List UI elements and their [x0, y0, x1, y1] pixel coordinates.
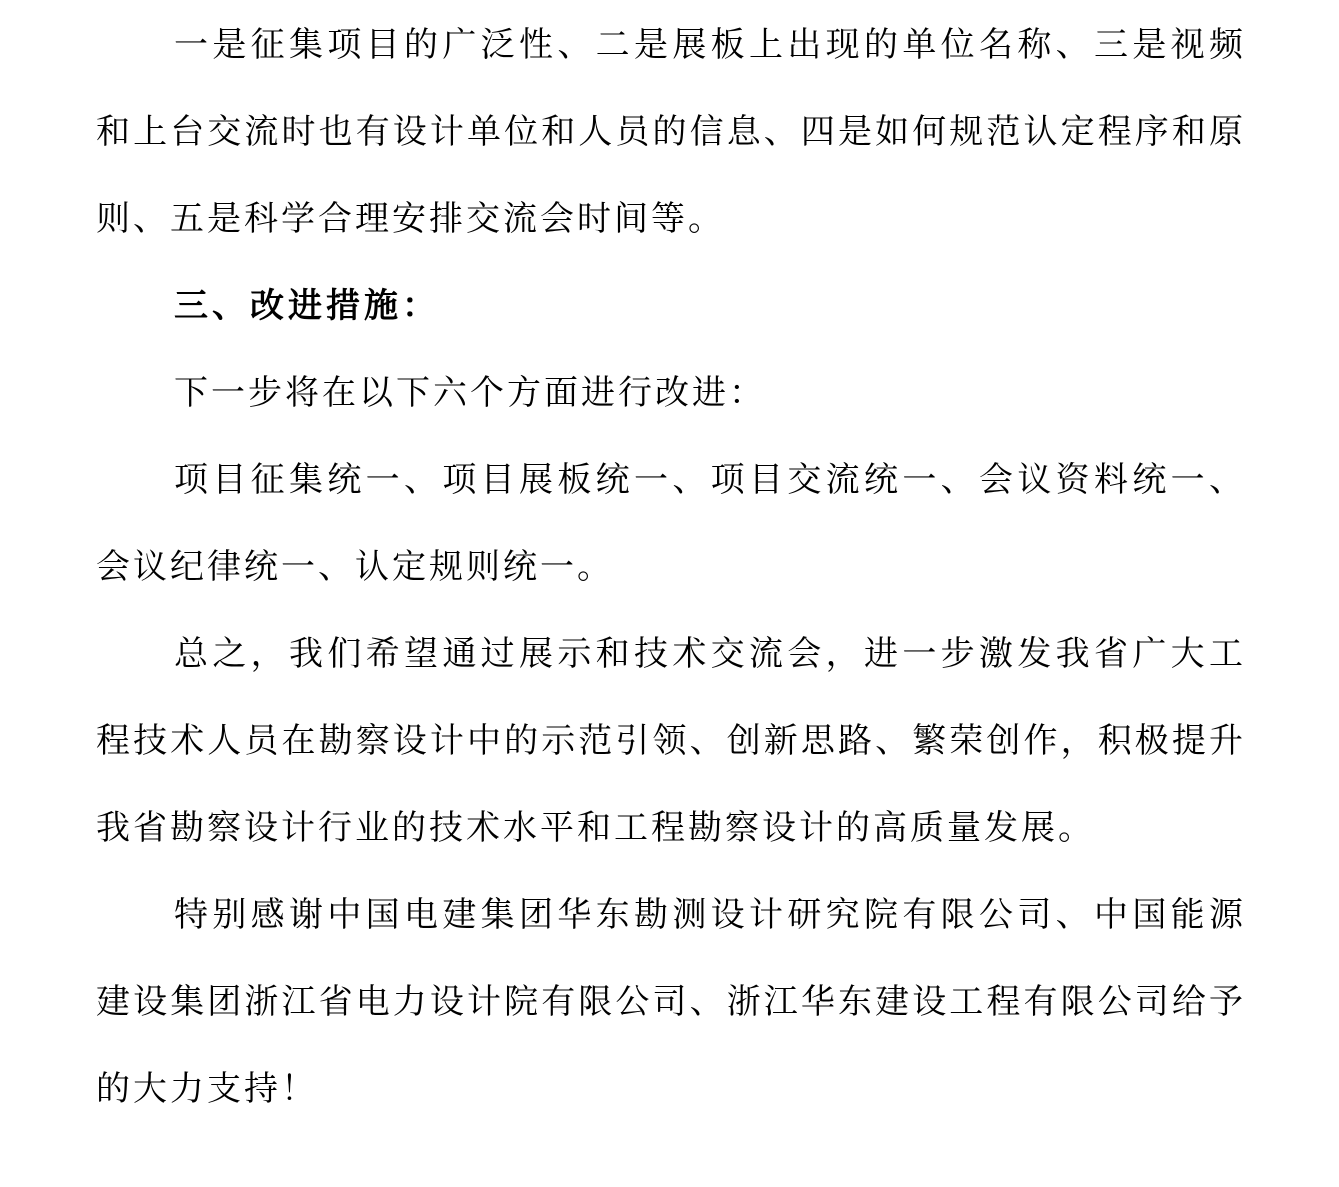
- paragraph-improvement-intro: 下一步将在以下六个方面进行改进：: [174, 373, 766, 413]
- paragraph-improvement-list: 项目征集统一、项目展板统一、项目交流统一、会议资料统一、会议纪律统一、认定规则统一。: [96, 460, 1246, 587]
- section-heading-improvements: 三、改进措施：: [174, 286, 440, 326]
- paragraph-conclusion: 总之，我们希望通过展示和技术交流会，进一步激发我省广大工程技术人员在勘察设计中的示范引领、创新思路、繁荣创作，积极提升我省勘察设计行业的技术水平和工程勘察设计的高质量发展。: [96, 634, 1246, 848]
- paragraph-intro-continued: 一是征集项目的广泛性、二是展板上出现的单位名称、三是视频和上台交流时也有设计单位和人员的信息、四是如何规范认定程序和原则、五是科学合理安排交流会时间等。: [96, 25, 1246, 239]
- document-page: [96, 0, 1246, 1133]
- paragraph-acknowledgement: 特别感谢中国电建集团华东勘测设计研究院有限公司、中国能源建设集团浙江省电力设计院有限公司、浙江华东建设工程有限公司给予的大力支持！: [96, 895, 1246, 1109]
